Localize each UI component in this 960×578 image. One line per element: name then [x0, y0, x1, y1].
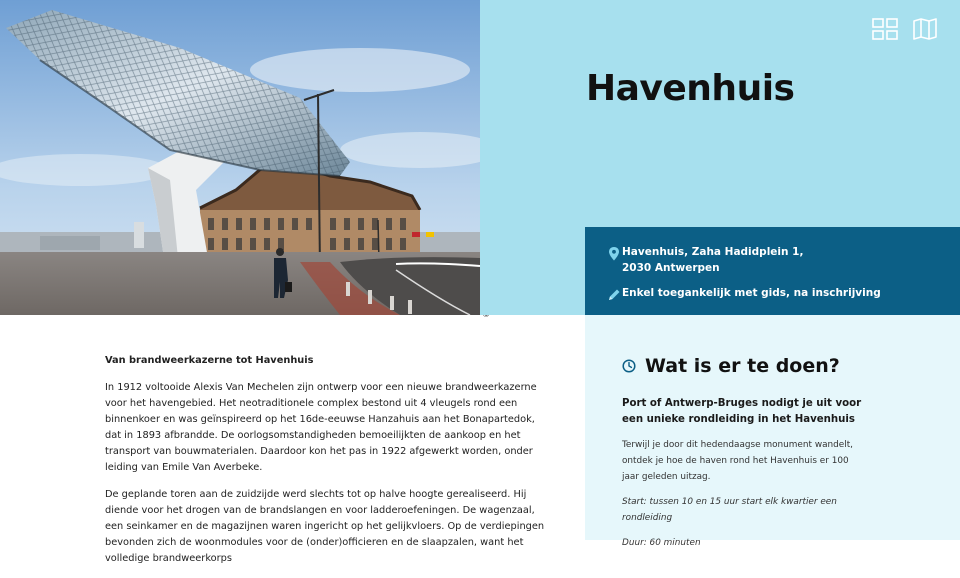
- pencil-icon: [607, 287, 621, 303]
- activities-duration: Duur: 60 minuten: [622, 538, 701, 548]
- access-text: Enkel toegankelijk met gids, na inschrijving: [622, 287, 881, 299]
- map-icon[interactable]: [912, 17, 938, 41]
- article-paragraph-2: De geplande toren aan de zuidzijde werd slechts tot op halve hoogte gerealiseerd. Hij diende voor het drogen van de brandslangen en voor ladderoefeningen. De wagenzaal, een seinkamer en de magazijnen waren ingericht op het gelijkvloers. Op de verdiepingen bevonden zich de woonmodules voor de (onder)officieren en de slaapzalen, want het volledige brandweerkorps: [105, 489, 545, 564]
- top-toolbar: [872, 17, 938, 41]
- havenhuis-photo: [0, 0, 480, 315]
- access-row: [607, 285, 940, 303]
- page-title: Havenhuis: [586, 68, 795, 109]
- activities-panel: [585, 315, 960, 548]
- article-heading: Van brandweerkazerne tot Havenhuis: [105, 355, 314, 366]
- clock-icon: [622, 359, 636, 373]
- address-text: Havenhuis, Zaha Hadidplein 1, 2030 Antwerpen: [622, 246, 804, 274]
- info-box: [585, 227, 960, 315]
- activities-start-time: Start: tussen 10 en 15 uur start elk kwartier een rondleiding: [622, 497, 837, 523]
- address-row: [607, 244, 940, 276]
- article-paragraph-1: In 1912 voltooide Alexis Van Mechelen zijn ontwerp voor een nieuwe brandweerkazerne voor het havengebied. Het neotraditionele complex bestond uit 4 vleugels rond een binnenkoer en was geïnspireerd op het 16de-eeuwse Hanzahuis aan het Bonapartedok, dat in 1893 afbrandde. De oorlogsomstandigheden bemoeilijkten de aankoop en het transport van bouwmaterialen. Daardoor kon het pas in 1922 afgewerkt worden, onder leiding van Emile Van Averbeke.: [105, 382, 537, 473]
- location-pin-icon: [607, 246, 621, 262]
- activities-heading: Wat is er te doen?: [645, 355, 840, 377]
- grid-view-icon[interactable]: [872, 17, 898, 41]
- activities-body: Terwijl je door dit hedendaagse monument wandelt, ontdek je hoe de haven rond het Havenhuis er 100 jaar geleden uitzag.: [622, 440, 853, 482]
- activities-lead: Port of Antwerp-Bruges nodigt je uit voor een unieke rondleiding in het Havenhuis: [622, 398, 862, 425]
- activities-heading-row: [622, 355, 920, 377]
- article: [105, 353, 550, 578]
- hero-photo: [0, 0, 480, 315]
